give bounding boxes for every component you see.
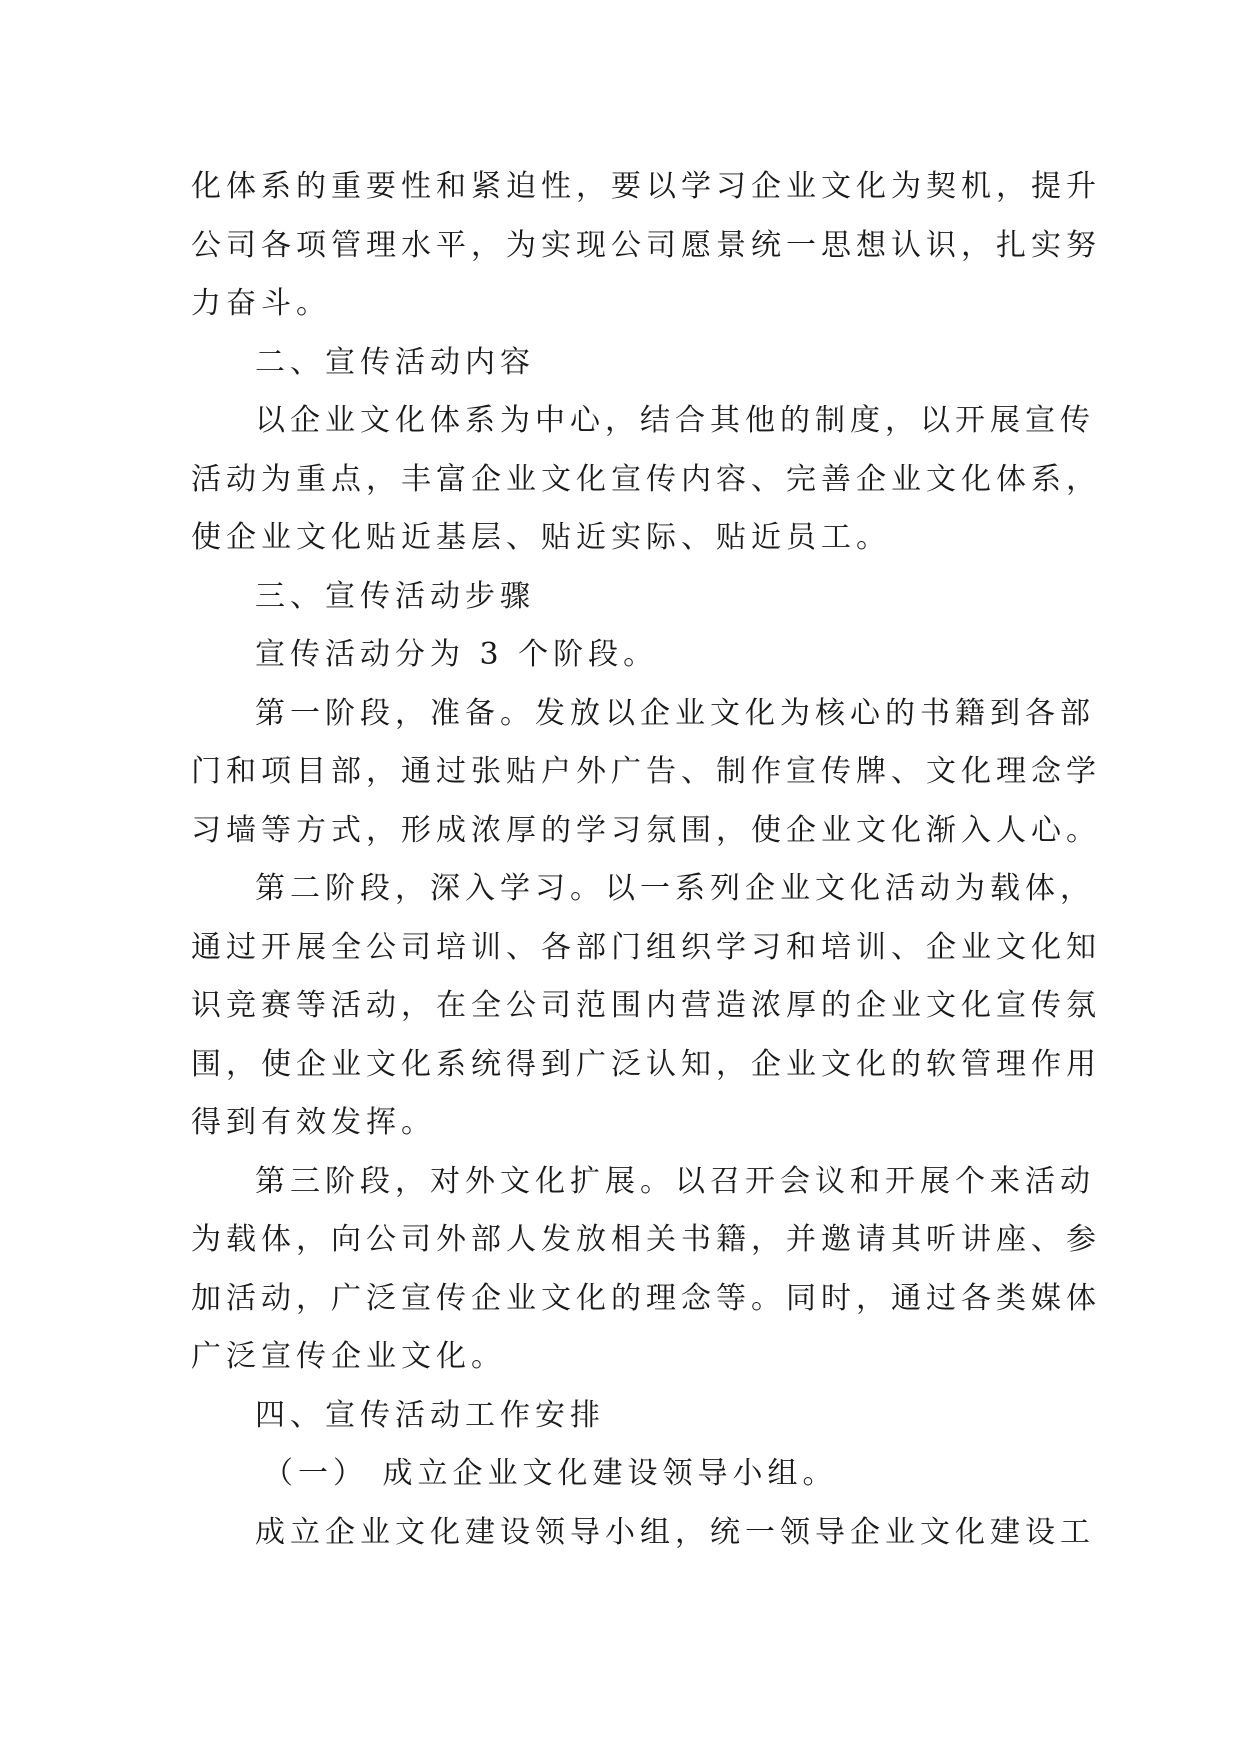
section-heading: 二、宣传活动内容 [255,344,535,380]
text-line: 第二阶段，深入学习。以一系列企业文化活动为载体， [255,871,1095,906]
section-heading: 三、宣传活动步骤 [255,578,535,614]
subsection-heading: （一） 成立企业文化建设领导小组。 [263,1456,838,1491]
text-line: 第三阶段，对外文化扩展。以召开会议和开展个来活动 [255,1163,1095,1199]
text-line: 活动为重点，丰富企业文化宣传内容、完善企业文化体系， [191,461,1101,497]
text-line: 成立企业文化建设领导小组，统一领导企业文化建设工 [255,1514,1095,1550]
text-line: 使企业文化贴近基层、贴近实际、贴近员工。 [191,520,891,555]
text-line: 得到有效发挥。 [191,1105,436,1140]
section-heading: 四、宣传活动工作安排 [255,1397,605,1433]
text-line: 力奋斗。 [191,286,331,321]
text-line: 以企业文化体系为中心，结合其他的制度，以开展宣传 [255,403,1095,438]
text-line: 识竞赛等活动，在全公司范围内营造浓厚的企业文化宣传氛 [191,988,1101,1023]
text-line: 第一阶段，准备。发放以企业文化为核心的书籍到各部 [255,695,1095,731]
text-line: 化体系的重要性和紧迫性，要以学习企业文化为契机，提升 [191,169,1101,204]
document-body [191,158,1101,1562]
text-line: 通过开展全公司培训、各部门组织学习和培训、企业文化知 [191,929,1101,965]
text-line: 加活动，广泛宣传企业文化的理念等。同时，通过各类媒体 [191,1280,1101,1316]
text-line: 公司各项管理水平，为实现公司愿景统一思想认识，扎实努 [191,227,1101,263]
text-line: 习墙等方式，形成浓厚的学习氛围，使企业文化渐入人心。 [191,812,1101,848]
text-line: 围，使企业文化系统得到广泛认知，企业文化的软管理作用 [191,1046,1101,1082]
text-line: 宣传活动分为 3 个阶段。 [255,637,659,672]
text-line: 为载体，向公司外部人发放相关书籍，并邀请其听讲座、参 [191,1222,1101,1257]
text-line: 广泛宣传企业文化。 [191,1339,506,1374]
text-line: 门和项目部，通过张贴户外广告、制作宣传牌、文化理念学 [191,754,1101,789]
